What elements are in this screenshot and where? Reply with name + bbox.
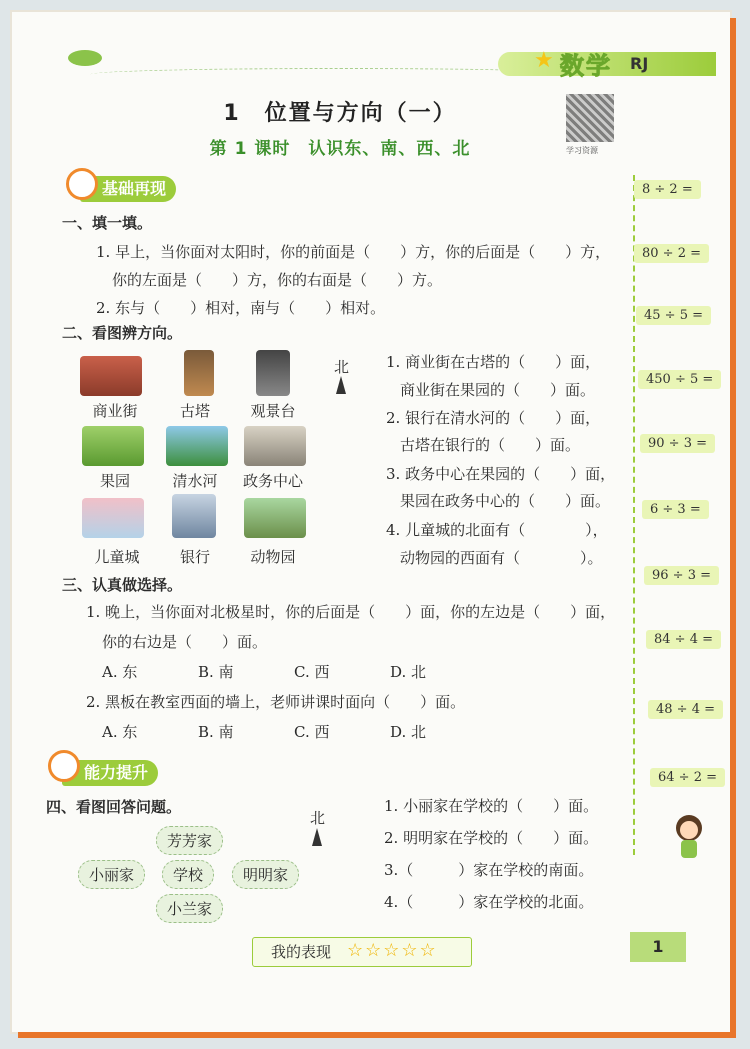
qr-caption: 学习资源	[566, 146, 598, 155]
magnifier-icon	[66, 168, 98, 200]
option-a: A. 东	[102, 663, 138, 681]
place-label: 果园	[99, 472, 130, 490]
option-b: B. 南	[198, 723, 234, 741]
shopping-street-image	[80, 356, 142, 396]
question-text: 果园在政务中心的（ ）面。	[400, 492, 611, 510]
option-c: C. 西	[294, 723, 330, 741]
option-b: B. 南	[198, 663, 234, 681]
question-text: 动物园的西面有（ ）。	[400, 549, 603, 567]
calc-item: 96 ÷ 3 =	[644, 566, 719, 585]
question-text: 你的左面是（ ）方，你的右面是（ ）方。	[112, 271, 443, 289]
question-text: 1. 商业街在古塔的（ ）面，	[386, 353, 601, 371]
observation-tower-image	[256, 350, 290, 396]
pagoda-image	[184, 350, 214, 396]
section-badge-advanced: 能力提升	[62, 760, 158, 786]
school-label: 学校	[162, 860, 214, 889]
calc-item: 48 ÷ 4 =	[648, 700, 723, 719]
magnifier-icon	[48, 750, 80, 782]
question-text: 商业街在果园的（ ）面。	[400, 381, 596, 399]
page-number: 1	[630, 932, 686, 962]
option-c: C. 西	[294, 663, 330, 681]
question-text: 1. 小丽家在学校的（ ）面。	[384, 797, 599, 815]
home-label-xiaoli: 小丽家	[78, 860, 145, 889]
question-text: 4. 儿童城的北面有（ ），	[386, 521, 608, 539]
option-a: A. 东	[102, 723, 138, 741]
leaf-icon	[68, 50, 102, 66]
option-d: D. 北	[390, 663, 427, 681]
question-text: 你的右边是（ ）面。	[102, 633, 268, 651]
section-heading-choice: 三、认真做选择。	[62, 576, 183, 594]
subject-label: 数学	[560, 52, 612, 80]
calc-item: 450 ÷ 5 =	[638, 370, 721, 389]
north-arrow-icon	[336, 376, 346, 394]
qr-code[interactable]	[566, 94, 614, 142]
compass-north-label: 北	[310, 809, 326, 827]
childrens-city-image	[82, 498, 144, 538]
place-label: 古塔	[179, 402, 210, 420]
section-heading-map-questions: 四、看图回答问题。	[46, 798, 182, 816]
government-center-image	[244, 426, 306, 466]
place-label: 清水河	[172, 472, 218, 490]
place-label: 商业街	[92, 402, 138, 420]
option-d: D. 北	[390, 723, 427, 741]
question-text: 2. 东与（ ）相对，南与（ ）相对。	[96, 299, 386, 317]
question-text: 2. 黑板在教室西面的墙上，老师讲课时面向（ ）面。	[86, 693, 466, 711]
calc-item: 45 ÷ 5 =	[636, 306, 711, 325]
girl-mascot-icon	[672, 812, 706, 860]
star-icon: ★	[534, 48, 554, 73]
place-label: 政务中心	[242, 472, 303, 490]
calc-item: 64 ÷ 2 =	[650, 768, 725, 787]
calc-item: 6 ÷ 3 =	[642, 500, 709, 519]
lesson-subtitle: 第 1 课时 认识东、南、西、北	[209, 139, 471, 159]
zoo-image	[244, 498, 306, 538]
orchard-image	[82, 426, 144, 466]
river-image	[166, 426, 228, 466]
star-rating[interactable]: ☆☆☆☆☆	[347, 940, 438, 961]
question-text: 4.（ ）家在学校的北面。	[384, 893, 594, 911]
place-label: 观景台	[250, 402, 296, 420]
place-label: 儿童城	[94, 548, 140, 566]
question-text: 2. 银行在清水河的（ ）面，	[386, 409, 601, 427]
home-label-xiaolan: 小兰家	[156, 894, 223, 923]
home-label-fangfang: 芳芳家	[156, 826, 223, 855]
question-text: 3.（ ）家在学校的南面。	[384, 861, 594, 879]
calc-item: 8 ÷ 2 =	[634, 180, 701, 199]
home-label-mingming: 明明家	[232, 860, 299, 889]
section-badge-basic: 基础再现	[80, 176, 176, 202]
compass-north-label: 北	[334, 358, 350, 376]
place-label: 银行	[179, 548, 210, 566]
performance-rating-box	[252, 937, 472, 967]
bank-image	[172, 494, 216, 538]
performance-label: 我的表现	[271, 943, 332, 961]
page-title: 1 位置与方向（一）	[223, 101, 457, 126]
calc-item: 90 ÷ 3 =	[640, 434, 715, 453]
section-heading-fill: 一、填一填。	[62, 214, 153, 232]
north-arrow-icon	[312, 828, 322, 846]
question-text: 2. 明明家在学校的（ ）面。	[384, 829, 599, 847]
calc-item: 80 ÷ 2 =	[634, 244, 709, 263]
section-heading-map: 二、看图辨方向。	[62, 324, 183, 342]
place-label: 动物园	[250, 548, 296, 566]
question-text: 1. 早上，当你面对太阳时，你的前面是（ ）方，你的后面是（ ）方，	[96, 243, 611, 261]
question-text: 1. 晚上，当你面对北极星时，你的后面是（ ）面，你的左边是（ ）面，	[86, 603, 616, 621]
calc-item: 84 ÷ 4 =	[646, 630, 721, 649]
question-text: 古塔在银行的（ ）面。	[400, 436, 581, 454]
calc-strip-divider	[633, 175, 635, 855]
question-text: 3. 政务中心在果园的（ ）面，	[386, 465, 616, 483]
edition-label: RJ	[630, 54, 649, 73]
